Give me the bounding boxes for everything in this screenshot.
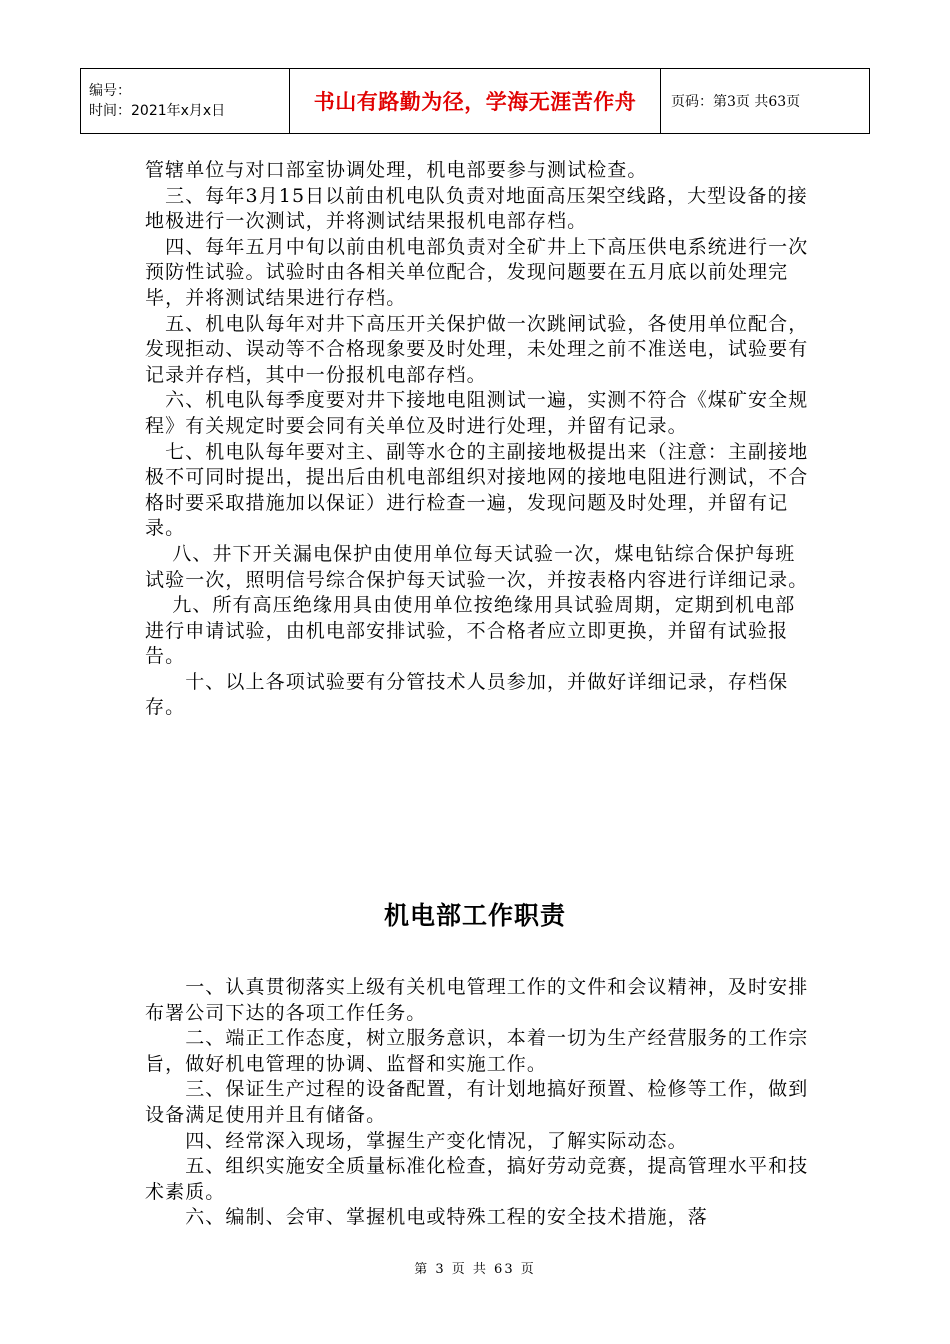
paragraph: 五、组织实施安全质量标准化检查，搞好劳动竞赛，提高管理水平和技术素质。 <box>145 1155 809 1203</box>
paragraph: 七、机电队每年要对主、副等水仓的主副接地极提出来（注意：主副接地极不可同时提出，提出后由机电部组织对接地网的接地电阻进行测试，不合格时要采取措施加以保证）进行检查一遍，发现问题及时处理，并留有记录。 <box>145 440 809 540</box>
document-number-label: 编号： <box>89 83 131 99</box>
header-meta-cell <box>81 69 290 134</box>
section1-body <box>145 158 810 721</box>
header-motto: 书山有路勤为径，学海无涯苦作舟 <box>290 69 661 134</box>
header-table <box>80 68 870 134</box>
paragraph: 八、井下开关漏电保护由使用单位每天试验一次，煤电钻综合保护每班试验一次，照明信号综合保护每天试验一次，并按表格内容进行详细记录。 <box>145 542 809 591</box>
section-title: 机电部工作职责 <box>383 901 566 930</box>
paragraph: 三、每年3月15日以前由机电队负责对地面高压架空线路，大型设备的接地极进行一次测试，并将测试结果报机电部存档。 <box>145 184 808 233</box>
paragraph: 三、保证生产过程的设备配置，有计划地搞好预置、检修等工作，做到设备满足使用并且有储备。 <box>145 1078 809 1126</box>
page-footer: 第 3 页 共 63 页 <box>414 1262 536 1277</box>
document-date-label: 时间：2021年x月x日 <box>89 103 226 119</box>
paragraph: 六、编制、会审、掌握机电或特殊工程的安全技术措施，落 <box>145 1206 708 1229</box>
paragraph: 九、所有高压绝缘用具由使用单位按绝缘用具试验周期，定期到机电部进行申请试验，由机电部安排试验，不合格者应立即更换，并留有试验报告。 <box>145 594 796 668</box>
paragraph: 管辖单位与对口部室协调处理，机电部要参与测试检查。 <box>145 159 648 181</box>
paragraph: 四、经常深入现场，掌握生产变化情况，了解实际动态。 <box>145 1129 688 1152</box>
header-page-label: 页码：第3页 共63页 <box>661 69 870 134</box>
section2-body <box>145 975 810 1231</box>
paragraph: 五、机电队每年对井下高压开关保护做一次跳闸试验，各使用单位配合，发现拒动、误动等不合格现象要及时处理，未处理之前不准送电，试验要有记录并存档，其中一份报机电部存档。 <box>145 312 809 386</box>
paragraph: 六、机电队每季度要对井下接地电阻测试一遍，实测不符合《煤矿安全规程》有关规定时要会同有关单位及时进行处理，并留有记录。 <box>145 389 809 437</box>
paragraph: 一、认真贯彻落实上级有关机电管理工作的文件和会议精神，及时安排布署公司下达的各项工作任务。 <box>145 976 809 1024</box>
paragraph: 二、端正工作态度，树立服务意识，本着一切为生产经营服务的工作宗旨，做好机电管理的协调、监督和实施工作。 <box>145 1027 809 1075</box>
paragraph: 四、每年五月中旬以前由机电部负责对全矿井上下高压供电系统进行一次预防性试验。试验时由各相关单位配合，发现问题要在五月底以前处理完毕，并将测试结果进行存档。 <box>145 235 809 309</box>
paragraph: 十、以上各项试验要有分管技术人员参加，并做好详细记录，存档保存。 <box>145 670 789 719</box>
